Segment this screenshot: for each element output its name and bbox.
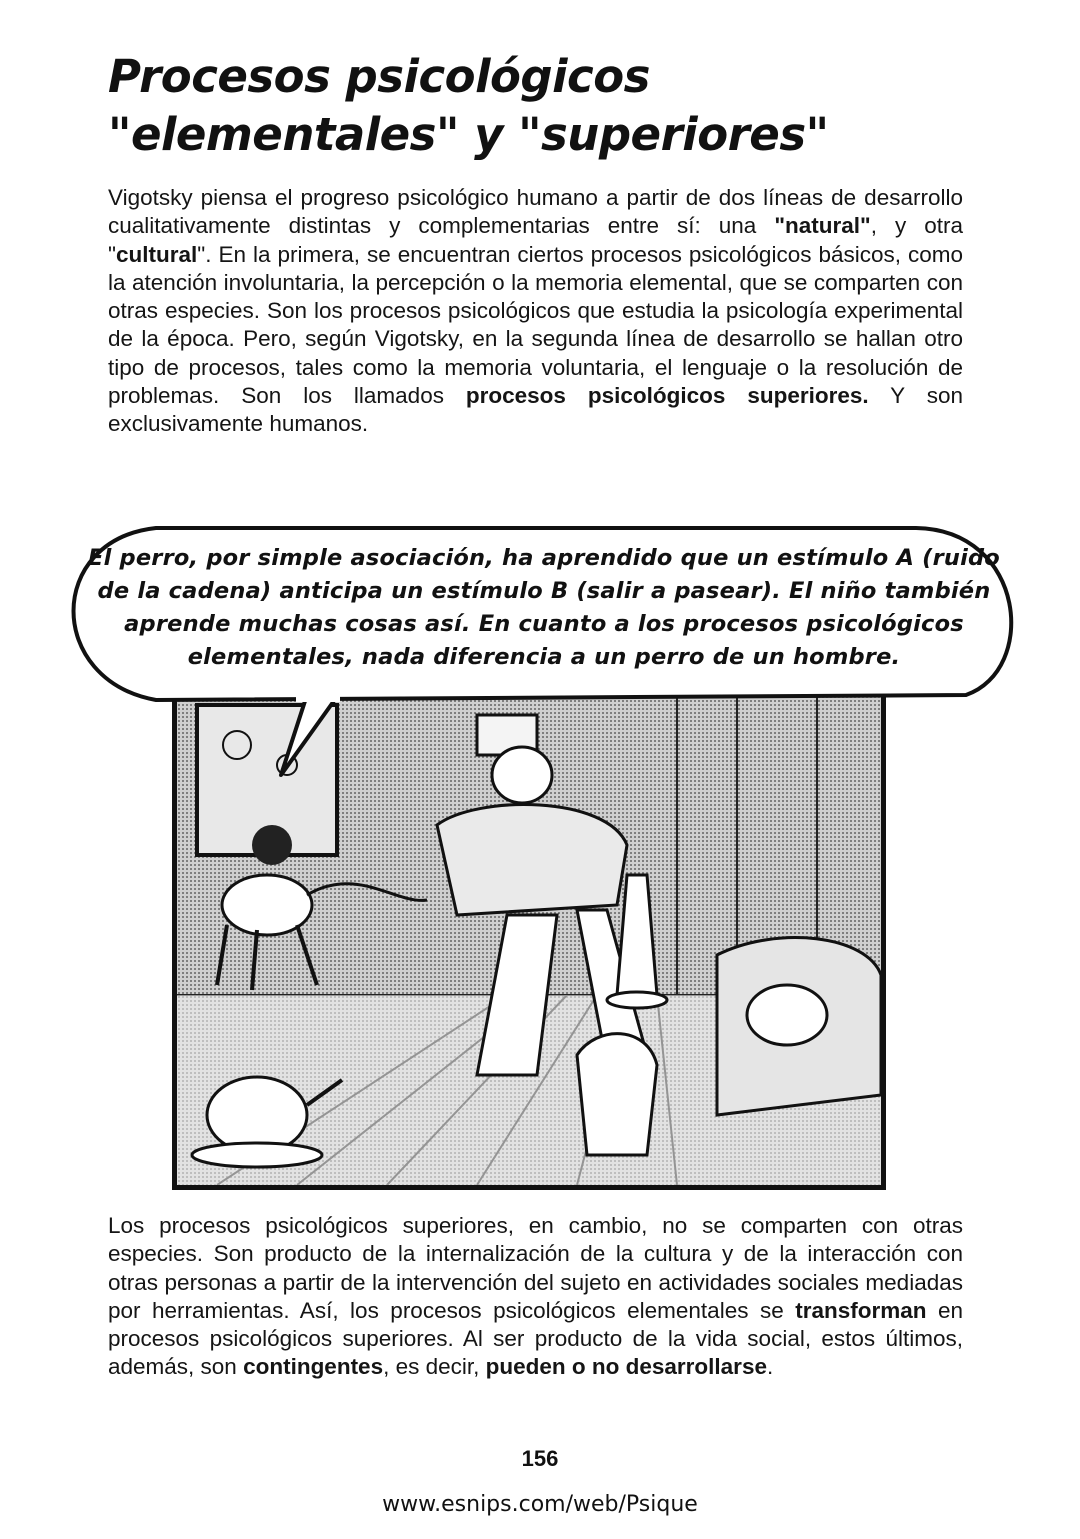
closing-text-4: . xyxy=(766,1354,774,1380)
sofa-figure xyxy=(717,938,881,1115)
small-character xyxy=(577,1034,657,1155)
footer-url[interactable]: www.esnips.com/web/Psique xyxy=(382,1492,698,1517)
page-number: 156 xyxy=(521,1446,559,1471)
intro-bold-natural: "natural" xyxy=(774,213,871,239)
closing-text-3: , es decir, xyxy=(383,1354,486,1380)
intro-text-2: , y otra " xyxy=(108,213,963,267)
intro-bold-cultural: cultural xyxy=(116,241,198,267)
title-line-2: "elementales" y "superiores" xyxy=(108,108,829,161)
closing-paragraph xyxy=(108,1212,963,1382)
title-line-1: Procesos psicológicos xyxy=(108,50,650,103)
closing-bold-contingentes: contingentes xyxy=(243,1354,384,1380)
intro-bold-superiores: procesos psicológicos superiores. xyxy=(465,383,869,409)
closing-text-2: en procesos psicológicos superiores. Al ser producto de la vida social, estos últimos, además, son xyxy=(108,1297,963,1380)
speech-bubble xyxy=(36,520,1046,780)
speech-bubble-text: El perro, por simple asociación, ha aprendido que un estímulo A (ruido de la cadena) anticipa un estímulo B (salir a pasear). El niño también aprende muchas cosas así. En cuanto a los procesos psicológicos elementales, nada diferencia a un perro de un hombre. xyxy=(88,545,1000,670)
intro-text-3: ". En la primera, se encuentran ciertos procesos psicológicos básicos, como la atención involuntaria, la percepción o la memoria elemental, que se comparten con otras especies. Son los procesos psicológicos que estudia la psicología experimental de la época. Pero, según Vigotsky, en la segunda línea de desarrollo se hallan otro tipo de procesos, tales como la memoria voluntaria, el lenguaje o la resolución de problemas. Son los llamados xyxy=(108,241,963,409)
page-title xyxy=(108,48,1008,164)
intro-text-1: Vigotsky piensa el progreso psicológico humano a partir de dos líneas de desarrollo cualitativamente distintas y complementarias entre sí: una xyxy=(108,185,963,239)
closing-text-1: Los procesos psicológicos superiores, en cambio, no se comparten con otras especies. Son producto de la internalización de la cultura y de la interacción con otras personas a partir de la intervención del sujeto en actividades sociales mediadas por herramientas. Así, los procesos psicológicos elementales se xyxy=(108,1213,963,1323)
intro-paragraph xyxy=(108,184,963,439)
intro-text-4: Y son exclusivamente humanos. xyxy=(108,383,963,437)
closing-bold-transforman: transforman xyxy=(795,1297,927,1323)
closing-bold-pueden: pueden o no desarrollarse xyxy=(485,1354,767,1380)
